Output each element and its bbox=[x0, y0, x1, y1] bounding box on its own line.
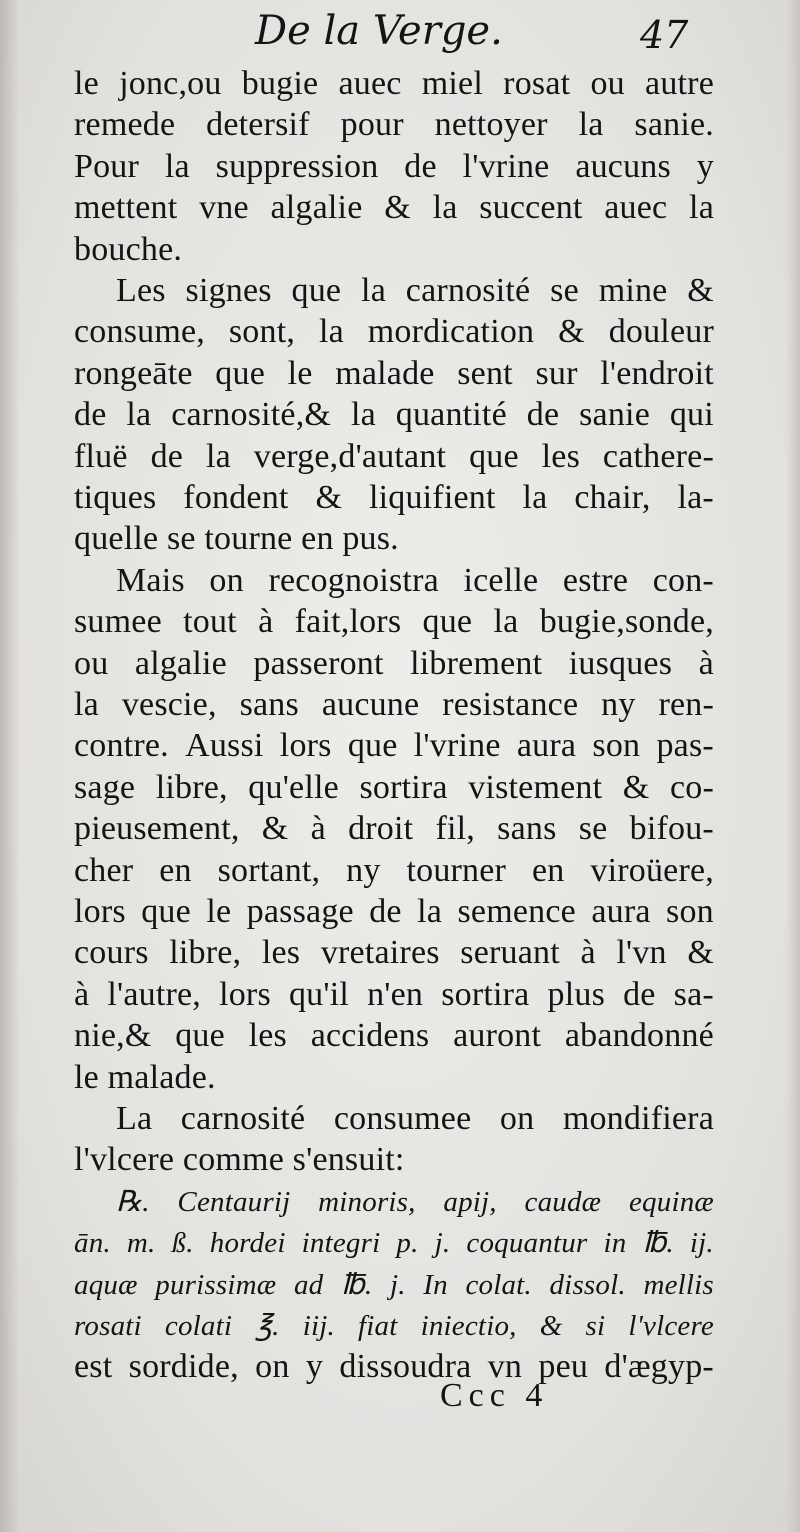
text-line: cours libre, les vretaires seruant à l'vn & bbox=[74, 934, 714, 972]
text-line: Mais on recognoistra icelle estre con- bbox=[116, 561, 714, 599]
text-line: lors que le passage de la semence aura son bbox=[74, 893, 714, 930]
recipe-line: ān. m. ß. hordei integri p. j. coquantur in ℔. ij. bbox=[74, 1227, 714, 1260]
text-line: ou algalie passeront librement iusques à bbox=[74, 644, 714, 682]
text-line: Les signes que la carnosité se mine & bbox=[116, 272, 714, 309]
text-line: est sordide, on y dissoudra vn peu d'ægyp- bbox=[74, 1348, 714, 1386]
text-line: bouche. bbox=[74, 230, 183, 268]
text-line: de la carnosité,& la quantité de sanie qui bbox=[74, 396, 714, 434]
running-title: De la Verge. bbox=[255, 8, 503, 54]
text-line: le malade. bbox=[74, 1058, 216, 1096]
text-line: l'vlcere comme s'ensuit: bbox=[74, 1141, 405, 1179]
text-line: cher en sortant, ny tourner en viroüere, bbox=[74, 851, 714, 889]
recipe-line: ℞. Centaurij minoris, apij, caudæ equinæ bbox=[116, 1185, 714, 1218]
text-line: la vescie, sans aucune resistance ny ren- bbox=[74, 686, 714, 723]
recipe-line: rosati colati ℥. iij. fiat iniectio, & si l'vlcere bbox=[74, 1310, 714, 1342]
text-line: pieusement, & à droit fil, sans se bifou- bbox=[74, 810, 714, 848]
text-line: fluë de la verge,d'autant que les cathere- bbox=[74, 437, 714, 475]
text-line: mettent vne algalie & la succent auec la bbox=[74, 189, 714, 227]
text-line: à l'autre, lors qu'il n'en sortira plus de sa- bbox=[74, 975, 714, 1013]
text-line: quelle se tourne en pus. bbox=[74, 520, 399, 558]
text-line: consume, sont, la mordication & douleur bbox=[74, 313, 714, 351]
text-line: tiques fondent & liquifient la chair, la- bbox=[74, 479, 714, 516]
text-line: La carnosité consumee on mondifiera bbox=[116, 1100, 714, 1137]
text-line: rongeāte que le malade sent sur l'endroit bbox=[74, 354, 714, 392]
text-line: contre. Aussi lors que l'vrine aura son pas- bbox=[74, 727, 714, 765]
text-line: Pour la suppression de l'vrine aucuns y bbox=[74, 147, 714, 185]
text-line: le jonc,ou bugie auec miel rosat ou autre bbox=[74, 65, 714, 102]
text-line: sumee tout à fait,lors que la bugie,sonde, bbox=[74, 603, 714, 641]
text-line: nie,& que les accidens auront abandonné bbox=[74, 1017, 714, 1055]
recipe-line: aquæ purissimæ ad ℔. j. In colat. dissol. mellis bbox=[74, 1268, 714, 1301]
text-line: sage libre, qu'elle sortira vistement & co- bbox=[74, 768, 714, 806]
page-number: 47 bbox=[640, 13, 689, 57]
text-line: remede detersif pour nettoyer la sanie. bbox=[74, 106, 714, 144]
signature-mark: Ccc 4 bbox=[440, 1377, 549, 1414]
